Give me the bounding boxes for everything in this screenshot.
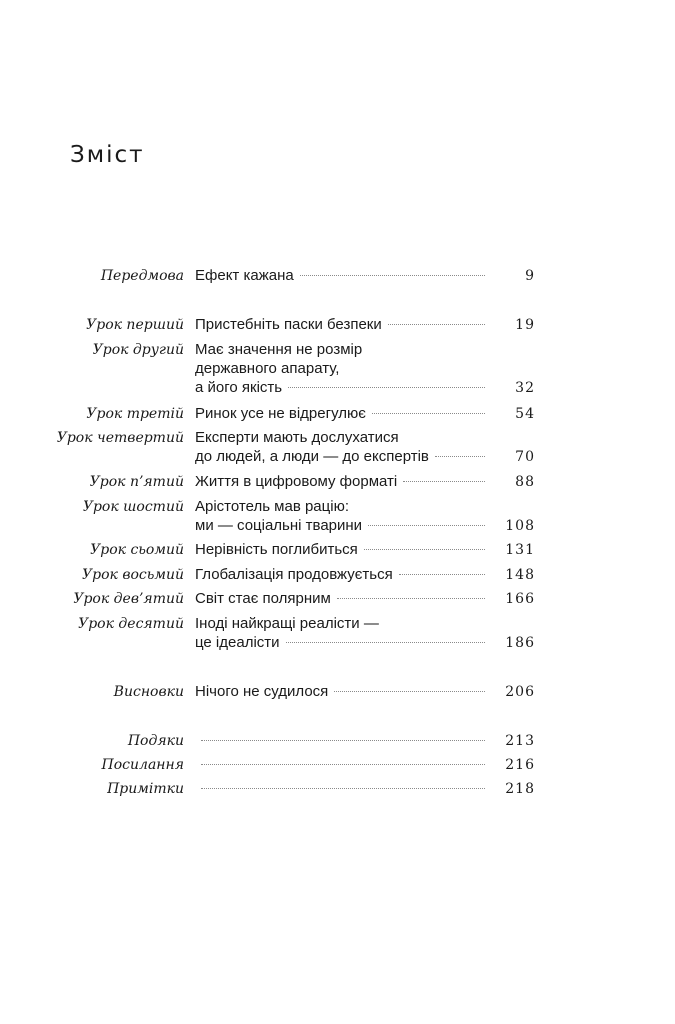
toc-page-number: 213 <box>505 733 535 749</box>
dot-leader <box>435 455 485 457</box>
toc-entry-title <box>195 682 535 701</box>
toc-entry-line <box>195 540 535 559</box>
dot-leader <box>334 690 485 692</box>
toc-entry-line <box>195 266 535 285</box>
toc-entry-title <box>195 589 535 608</box>
page-title: Зміст <box>70 142 145 168</box>
toc-entry-text: Арістотель мав рацію: <box>195 498 349 515</box>
dot-leader <box>368 524 485 526</box>
toc-page-number: 148 <box>505 567 535 583</box>
toc-page-number: 131 <box>505 542 535 558</box>
toc-page-number: 9 <box>525 268 535 284</box>
toc-entry-label: Урок сьомий <box>90 542 184 558</box>
toc-page-number: 166 <box>505 591 535 607</box>
dot-leader <box>364 548 485 550</box>
toc-entry-title <box>195 565 535 584</box>
toc-entry-text: державного апарату, <box>195 360 340 377</box>
dot-leader <box>201 739 485 741</box>
toc-entry-label: Урок четвертий <box>56 430 184 446</box>
toc-entry-text: ми — соціальні тварини <box>195 517 363 534</box>
dot-leader <box>372 412 485 414</box>
dot-leader <box>286 641 485 643</box>
toc-entry-line <box>195 589 535 608</box>
toc-entry-title <box>195 614 535 652</box>
dot-leader <box>201 787 485 789</box>
toc-page-number: 186 <box>505 635 535 651</box>
toc-page-number: 54 <box>515 406 535 422</box>
toc-page-number: 108 <box>505 518 535 534</box>
toc-entry-label: Урок десятий <box>78 616 184 632</box>
toc-entry-title <box>195 755 535 774</box>
toc-entry-text: Нерівність поглибиться <box>195 541 358 558</box>
dot-leader <box>201 763 485 765</box>
toc-entry-line <box>195 682 535 701</box>
dot-leader <box>337 597 485 599</box>
toc-entry-text: до людей, а люди — до експертів <box>195 448 429 465</box>
toc-entry-label: Урок шостий <box>82 499 184 515</box>
toc-entry-text: Експерти мають дослухатися <box>195 429 399 446</box>
toc-entry-line <box>195 315 535 334</box>
toc-page-number: 206 <box>505 684 535 700</box>
toc-entry-line <box>195 755 535 774</box>
toc-page-number: 88 <box>515 474 535 490</box>
toc-entry-label: Урок перший <box>86 317 184 333</box>
toc-entry-line <box>195 359 535 378</box>
toc-entry-label: Урок другий <box>92 342 184 358</box>
toc-page-number: 70 <box>515 449 535 465</box>
toc-entry-label: Урок восьмий <box>82 567 184 583</box>
toc-entry-line <box>195 378 535 397</box>
toc-entry-line <box>195 404 535 423</box>
toc-entry-text: Нічого не судилося <box>195 683 329 700</box>
toc-entry-text: Має значення не розмір <box>195 341 363 358</box>
dot-leader <box>300 274 485 276</box>
toc-entry-label: Урок п’ятий <box>89 474 184 490</box>
toc-entry-label: Передмова <box>100 268 184 284</box>
toc-entry-line <box>195 428 535 447</box>
toc-entry-label: Висновки <box>113 684 184 700</box>
toc-entry-title <box>195 497 535 535</box>
toc-entry-line <box>195 633 535 652</box>
toc-entry-line <box>195 565 535 584</box>
toc-entry-text: Ринок усе не відрегулює <box>195 405 366 422</box>
dot-leader <box>388 323 485 325</box>
toc-page-number: 218 <box>505 781 535 797</box>
dot-leader <box>399 573 485 575</box>
toc-entry-text: Іноді найкращі реалісти — <box>195 615 379 632</box>
toc-entry-text: а його якість <box>195 379 283 396</box>
toc-entry-title <box>195 266 535 285</box>
toc-page-number: 32 <box>515 380 535 396</box>
toc-entry-line <box>195 516 535 535</box>
toc-entry-line <box>195 447 535 466</box>
toc-entry-label: Подяки <box>127 733 184 749</box>
toc-entry-label: Урок третій <box>86 406 184 422</box>
toc-entry-title <box>195 340 535 397</box>
toc-entry-title <box>195 315 535 334</box>
dot-leader <box>403 480 485 482</box>
toc-entry-line <box>195 779 535 798</box>
toc-page-number: 19 <box>515 317 535 333</box>
toc-entry-title <box>195 779 535 798</box>
toc-page-number: 216 <box>505 757 535 773</box>
toc-entry-text: це ідеалісти <box>195 634 280 651</box>
toc-entry-text: Світ стає полярним <box>195 590 331 607</box>
toc-entry-line <box>195 472 535 491</box>
toc-entry-title <box>195 540 535 559</box>
toc-entry-label: Посилання <box>101 757 184 773</box>
toc-entry-title <box>195 404 535 423</box>
toc-entry-label: Примітки <box>107 781 184 797</box>
toc-entry-text: Глобалізація продовжується <box>195 566 393 583</box>
toc-entry-title <box>195 428 535 466</box>
toc-entry-line <box>195 731 535 750</box>
toc-entry-title <box>195 472 535 491</box>
toc-entry-line <box>195 497 535 516</box>
toc-entry-text: Пристебніть паски безпеки <box>195 316 382 333</box>
toc-entry-text: Ефект кажана <box>195 267 294 284</box>
toc-entry-label: Урок дев’ятий <box>73 591 184 607</box>
toc-entry-line <box>195 614 535 633</box>
dot-leader <box>288 386 485 388</box>
toc-entry-text: Життя в цифровому форматі <box>195 473 398 490</box>
toc-entry-title <box>195 731 535 750</box>
toc-entry-line <box>195 340 535 359</box>
